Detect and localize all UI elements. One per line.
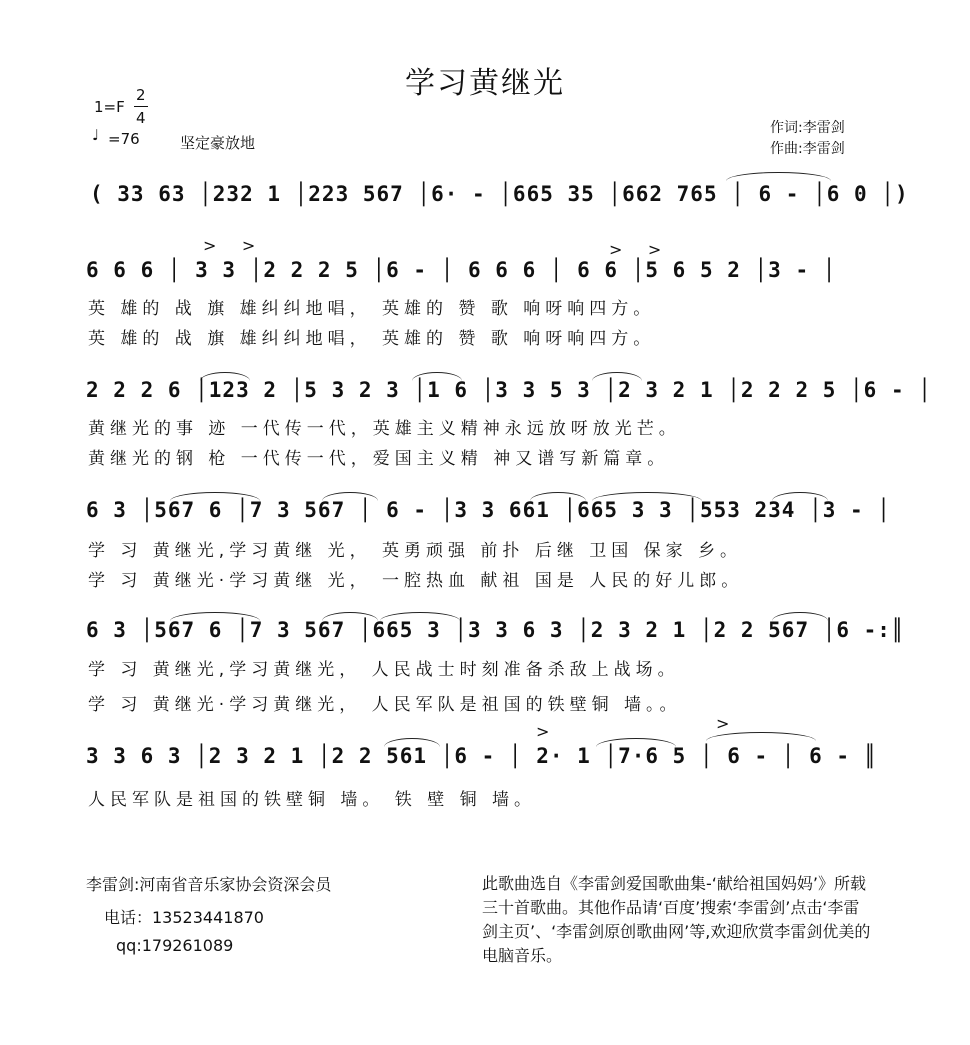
composer-credit: 作曲:李雷剑 [770,141,845,157]
time-signature-bottom: 4 [136,109,146,127]
accent-mark: > > [203,236,256,255]
lyrics-line-2-verse-1: 英 雄的 战 旗 雄纠纠地唱， 英雄的 赞 歌 响呀响四方。 [88,299,656,319]
score-line-5: 6 3 │567 6 │7 3 567 │665 3 │3 3 6 3 │2 3 2 1 │2 2 567 │6 -:║ [86,618,905,642]
lyrics-line-3-verse-2: 黄继光的钢 枪 一代传一代，爱国主义精 神又谱写新篇章。 [88,449,670,469]
tie-mark [726,172,831,181]
key-signature: 1=F [94,98,125,116]
tie-mark [706,732,816,741]
lyrics-line-4-verse-1: 学 习 黄继光,学习黄继 光， 英勇顽强 前扑 后继 卫国 保家 乡。 [88,541,743,561]
lyrics-line-5-verse-2: 学 习 黄继光·学习黄继光， 人民军队是祖国的铁壁铜 墙。。 [88,695,682,715]
score-line-1: ( 33 63 │232 1 │223 567 │6· - │665 35 │662 765 │ 6 - │6 0 │) [90,182,909,206]
accent-mark: > [536,722,550,741]
expression-marking: 坚定豪放地 [180,134,256,152]
lyrics-line-6: 人民军队是祖国的铁壁铜 墙。 铁 壁 铜 墙。 [88,790,537,810]
score-line-2: 6 6 6 │ 3 3 │2 2 2 5 │6 - │ 6 6 6 │ 6 6 │5 6 5 2 │3 - │ [86,258,837,282]
tempo-marking: =76 [108,130,140,148]
collection-note: 此歌曲选自《李雷剑爱国歌曲集-‘献给祖国妈妈’》所载三十首歌曲。其他作品请‘百度’搜索‘李雷剑’点击‘李雷剑主页’、‘李雷剑原创歌曲网’等,欢迎欣赏李雷剑优美的电脑音乐。 [482,874,871,965]
lyrics-line-2-verse-2: 英 雄的 战 旗 雄纠纠地唱， 英雄的 赞 歌 响呀响四方。 [88,329,656,349]
lyrics-line-5-verse-1: 学 习 黄继光,学习黄继光， 人民战士时刻准备杀敌上战场。 [88,660,680,680]
quarter-note-icon: ♩ [92,126,100,144]
time-signature-divider [134,106,148,107]
author-info: 李雷剑:河南省音乐家协会资深会员 [86,875,332,894]
time-signature-top: 2 [136,86,146,104]
accent-mark: > [716,714,730,733]
lyricist-credit: 作词:李雷剑 [770,120,845,136]
author-phone: 电话：13523441870 [104,908,264,927]
score-line-4: 6 3 │567 6 │7 3 567 │ 6 - │3 3 661 │665 3 3 │553 234 │3 - │ [86,498,891,522]
score-line-3: 2 2 2 6 │123 2 │5 3 2 3 │1 6 │3 3 5 3 │2 3 2 1 │2 2 2 5 │6 - │ [86,378,932,402]
lyrics-line-4-verse-2: 学 习 黄继光·学习黄继 光， 一腔热血 献祖 国是 人民的好儿郎。 [88,571,744,591]
accent-mark: > > [609,240,662,259]
lyrics-line-3-verse-1: 黄继光的事 迹 一代传一代，英雄主义精神永远放呀放光芒。 [88,419,681,439]
song-title: 学习黄继光 [405,66,565,101]
author-qq: qq:179261089 [116,936,234,955]
score-line-6: 3 3 6 3 │2 3 2 1 │2 2 561 │6 - │ 2· 1 │7·6 5 │ 6 - │ 6 - ║ [86,744,878,768]
